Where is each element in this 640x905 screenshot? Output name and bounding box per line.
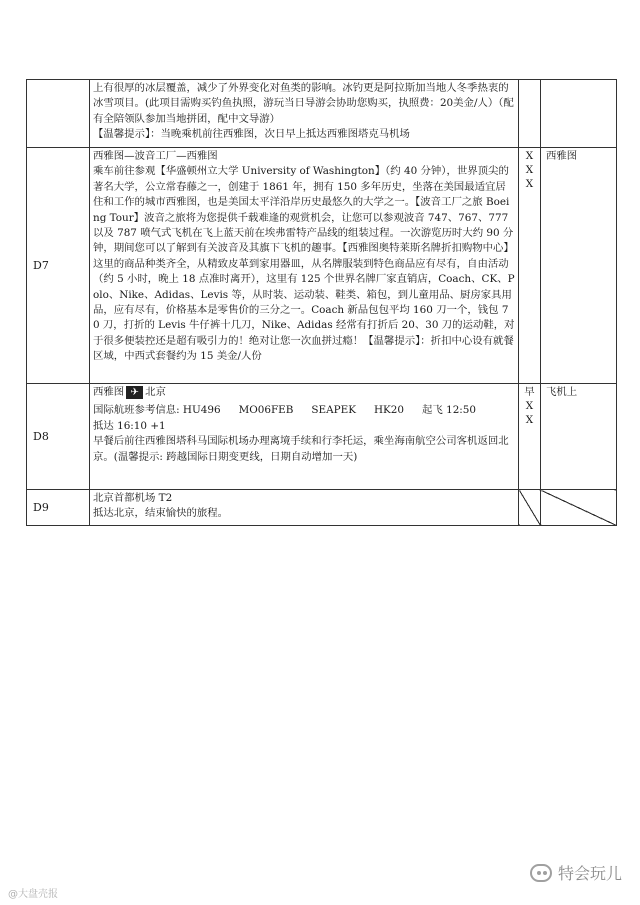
- content-cell: [90, 490, 519, 526]
- route-to: 北京: [145, 386, 166, 398]
- itinerary-table: [26, 79, 617, 526]
- route-title: [93, 385, 515, 400]
- flight-route-code: SEAPEK: [311, 404, 356, 417]
- arrival-time: 抵达 16:10 +1: [93, 419, 166, 432]
- content-cell: [90, 148, 519, 384]
- table-row: [27, 80, 617, 148]
- flight-info: [93, 403, 515, 434]
- meals-cell: [519, 148, 541, 384]
- airplane-icon: ✈: [126, 386, 143, 399]
- text-paragraph: 抵达北京，结束愉快的旅程。: [93, 507, 229, 520]
- day-cell: D7: [27, 148, 90, 384]
- route-title: 西雅图—波音工厂—西雅图: [93, 150, 218, 162]
- watermark-credit: @大盘壳报: [8, 889, 58, 900]
- empty-meals-cell: [519, 490, 541, 526]
- table-row: [27, 490, 617, 526]
- breakfast-mark: 早: [524, 386, 535, 398]
- lunch-mark: X: [525, 400, 534, 412]
- content-cell: [90, 80, 519, 148]
- watermark-brand: [530, 861, 622, 884]
- watermark-text: 特会玩儿: [557, 864, 622, 883]
- dinner-mark: X: [525, 178, 534, 190]
- hotel-cell: 西雅图: [541, 148, 617, 384]
- breakfast-mark: X: [525, 150, 534, 162]
- content-cell: [90, 384, 519, 490]
- departure-time: 起飞 12:50: [422, 404, 477, 417]
- dinner-mark: X: [525, 414, 534, 426]
- day-cell: D8: [27, 384, 90, 490]
- wechat-icon: [530, 864, 552, 882]
- tip-line: 【温馨提示】：当晚乘机前往西雅图，次日早上抵达西雅图塔克马机场: [93, 128, 410, 141]
- hotel-cell: 飞机上: [541, 384, 617, 490]
- text-paragraph: 上有很厚的冰层覆盖，减少了外界变化对鱼类的影响。冰钓更是阿拉斯加当地人冬季热衷的冰雪项目。(此项目需购买钓鱼执照，游玩当日导游会协助您购买，执照费：20美金/人）（配有全陪领队参加当地拼团，配中文导游）: [93, 82, 514, 125]
- table-row: [27, 384, 617, 490]
- lunch-mark: X: [525, 164, 534, 176]
- flight-status: HK20: [373, 404, 404, 417]
- hotel-cell: [541, 80, 617, 148]
- table-row: [27, 148, 617, 384]
- meals-cell: [519, 80, 541, 148]
- flight-date: MO06FEB: [238, 404, 294, 417]
- flight-label: 国际航班参考信息: HU496: [93, 404, 221, 417]
- day-cell: D9: [27, 490, 90, 526]
- text-paragraph: 早餐后前往西雅图塔科马国际机场办理离境手续和行李托运，乘坐海南航空公司客机返回北京。(温馨提示: 跨越国际日期变更线，日期自动增加一天): [93, 435, 509, 463]
- empty-hotel-cell: [541, 490, 617, 526]
- day-cell: [27, 80, 90, 148]
- route-title: 北京首都机场 T2: [93, 492, 173, 504]
- meals-cell: [519, 384, 541, 490]
- route-from: 西雅图: [93, 386, 125, 398]
- text-paragraph: 乘车前往参观【华盛顿州立大学 University of Washington】（约 40 分钟），世界顶尖的著名大学，公立常春藤之一，创建于 1861 年，拥有 150 多年历史，坐落在美国最适宜居住和工作的城市西雅图，也是美国太平洋沿岸历史最悠久的大学之一。【波音工厂之旅 Boeing Tour】波音之旅将为您提供千载难逢的观赏机会，让您可以参观波音 747、767、777 以及 787 喷气式飞机在飞上蓝天前在埃弗雷特产品线的组装过程。一次游览历时大约 90 分钟，期间您可以了解到有关波音及其旗下飞机的趣事。【西雅图奥特莱斯名牌折扣购物中心】这里的商品种类齐全，从精致皮革到家用器皿，从名牌服装到特色商品应有尽有，自由活动（约 5 小时，晚上 18 点准时离开），这里有 125 个世界名牌厂家直销店，Coach、CK、Polo、Nike、Adidas、Levis 等，从时装、运动装、鞋类、箱包，到儿童用品、厨房家具用品，应有尽有，价格基本是零售价的三分之一。Coach 新品包包平均 160 刀一个，钱包 70 刀，打折的 Levis 牛仔裤十几刀，Nike、Adidas 经常有打折后 20、30 刀的运动鞋，对于很多便装控还是超有吸引力的！绝对让您一次血拼过瘾！【温馨提示】：折扣中心设有就餐区域，中西式套餐约为 15 美金/人份: [93, 165, 515, 363]
